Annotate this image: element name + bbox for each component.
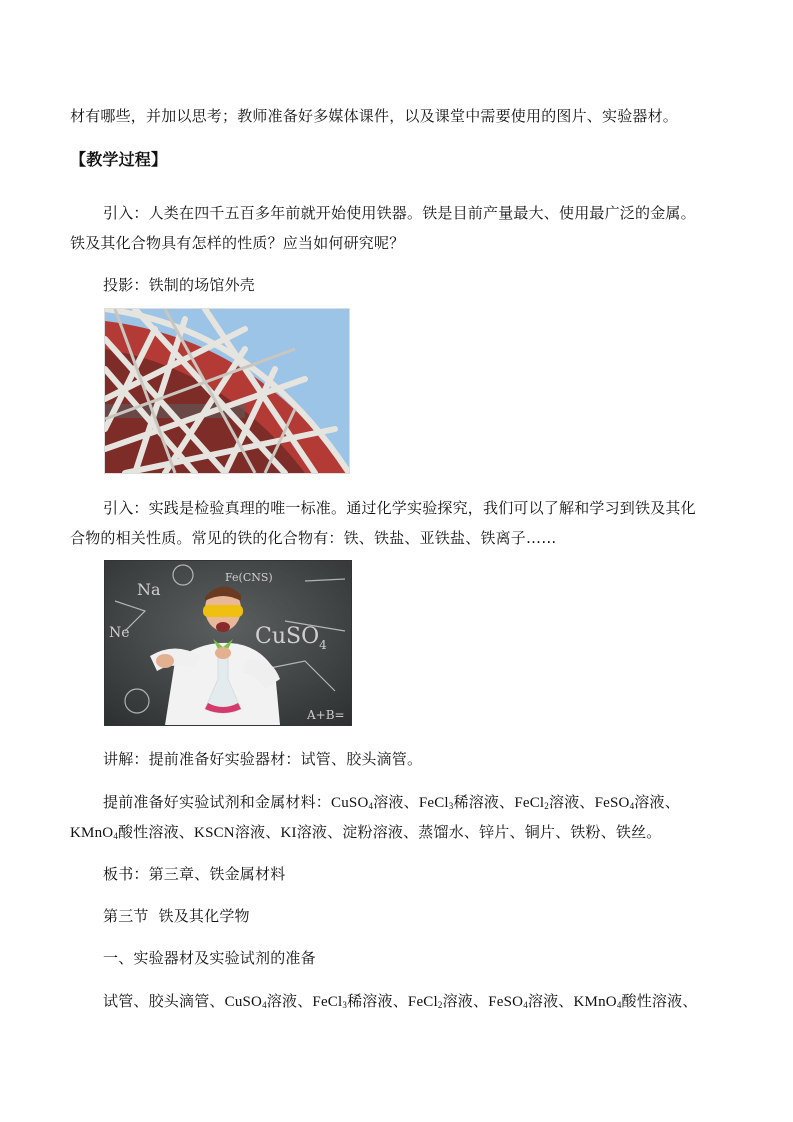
prep-paragraph-line-2: KMnO$_4$酸性溶液、KSCN溶液、KI溶液、淀粉溶液、蒸馏水、锌片、铜片、铁粉、铁丝。 <box>70 823 662 841</box>
formula-fecl2-list: FeCl$_2$ <box>407 994 443 1010</box>
part1-title: 一、实验器材及实验试剂的准备 <box>103 949 316 967</box>
paragraph-intro-tail: 材有哪些，并加以思考；教师准备好多媒体课件，以及课堂中需要使用的图片、实验器材。 <box>70 107 679 125</box>
stadium-photo <box>104 308 350 474</box>
chalk-fescn: Fe(CNS) <box>225 571 273 584</box>
chemist-photo <box>104 560 352 726</box>
formula-feso4-list: FeSO$_4$ <box>488 994 528 1010</box>
formula-kmno4: KMnO$_4$ <box>70 825 119 841</box>
formula-fecl3: FeCl$_3$ <box>418 795 454 811</box>
formula-fecl2: FeCl$_2$ <box>514 795 549 811</box>
formula-fecl3-list: FeCl$_3$ <box>312 994 348 1010</box>
chemist-image <box>105 561 351 725</box>
chalk-ab: A+B= <box>307 708 345 722</box>
board-paragraph: 板书：第三章、铁金属材料 <box>103 865 286 883</box>
stadium-image <box>105 309 349 473</box>
intro-paragraph-line-1: 引入：人类在四千五百多年前就开始使用铁器。铁是目前产量最大、使用最广泛的金属。 <box>103 204 696 222</box>
formula-kmno4-list: KMnO$_4$ <box>573 994 622 1010</box>
chalk-ne: Ne <box>109 625 130 641</box>
section-title: 第三节 铁及其化学物 <box>103 907 250 925</box>
formula-kscn: KSCN <box>194 825 235 841</box>
chalk-cuso4: CuSO$_4$ <box>255 624 327 652</box>
materials-list-line: 试管、胶头滴管、CuSO$_4$溶液、FeCl$_3$稀溶液、FeCl$_2$溶液、FeSO$_4$溶液、KMnO$_4$酸性溶液、 <box>103 992 698 1010</box>
formula-cuso4-list: CuSO$_4$ <box>224 994 267 1010</box>
section-heading: 【教学过程】 <box>70 150 168 169</box>
formula-feso4: FeSO$_4$ <box>594 795 635 811</box>
intro-paragraph-line-2: 铁及其化合物具有怎样的性质？应当如何研究呢？ <box>70 234 405 252</box>
formula-ki: KI <box>280 825 297 841</box>
chalk-na: Na <box>137 580 161 599</box>
formula-cuso4: CuSO$_4$ <box>331 795 374 811</box>
projection-caption: 投影：铁制的场馆外壳 <box>103 276 256 294</box>
explain-paragraph: 讲解：提前准备好实验器材：试管、胶头滴管。 <box>103 750 423 768</box>
intro2-paragraph-line-1: 引入：实践是检验真理的唯一标准。通过化学实验探究，我们可以了解和学习到铁及其化 <box>103 499 696 517</box>
intro2-paragraph-line-2: 合物的相关性质。常见的铁的化合物有：铁、铁盐、亚铁盐、铁离子…… <box>70 529 557 547</box>
prep-paragraph-line-1: 提前准备好实验试剂和金属材料：CuSO$_4$溶液、FeCl$_3$稀溶液、FeCl$_2$溶液、FeSO$_4$溶液、 <box>103 793 680 811</box>
